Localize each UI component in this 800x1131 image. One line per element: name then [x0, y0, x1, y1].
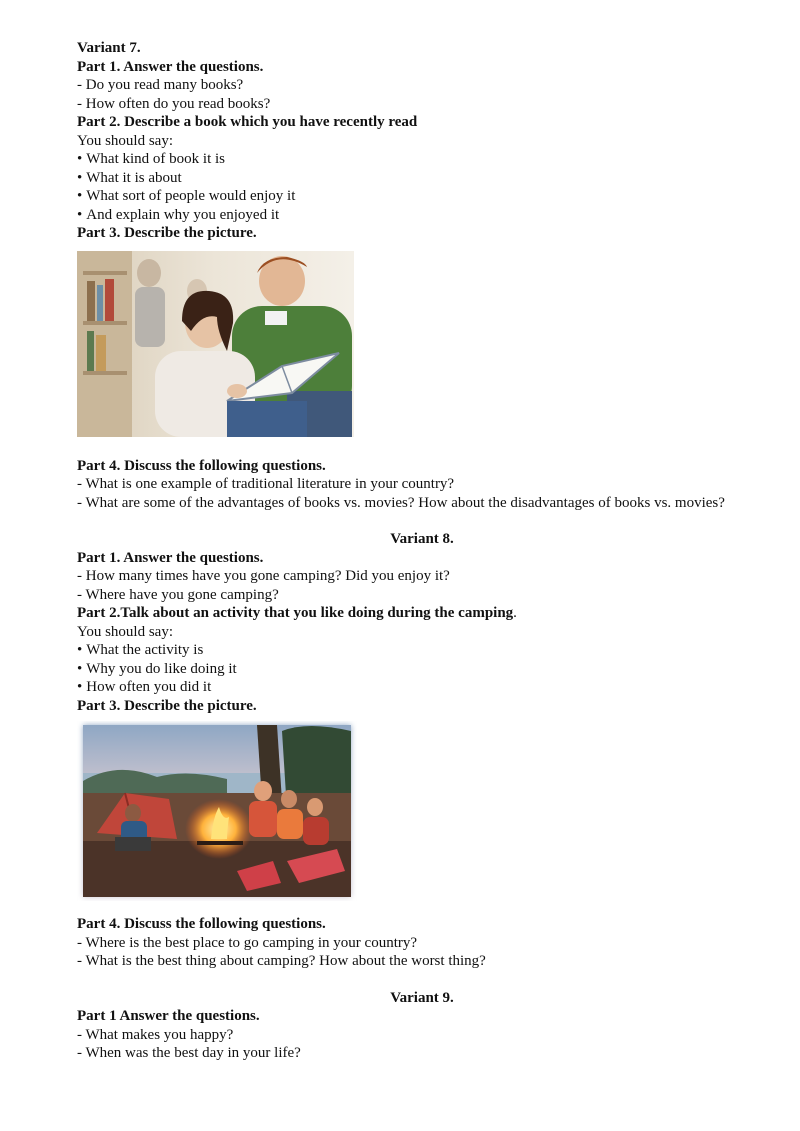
v8-part4-heading: Part 4. Discuss the following questions.: [77, 916, 326, 932]
v7-part2-bullet: • What sort of people would enjoy it: [77, 187, 727, 206]
v8-part2-bullet: • How often you did it: [77, 678, 727, 697]
v9-part1-heading: Part 1 Answer the questions.: [77, 1008, 260, 1024]
v9-part1-question: - What makes you happy?: [77, 1026, 234, 1043]
v8-part2-bullet: • Why you do like doing it: [77, 660, 727, 679]
v7-part3-heading: Part 3. Describe the picture.: [77, 225, 257, 241]
v7-part2-heading: Part 2. Describe a book which you have recently read: [77, 114, 418, 130]
v8-part2-heading-tail: .: [513, 605, 517, 621]
v7-part2-bullet: • And explain why you enjoyed it: [77, 206, 727, 225]
v8-part2-intro: You should say:: [77, 623, 173, 640]
v9-part1-question: - When was the best day in your life?: [77, 1045, 301, 1061]
v8-part3-heading: Part 3. Describe the picture.: [77, 697, 257, 714]
v7-part2-bullet: • What kind of book it is: [77, 150, 727, 169]
v8-part4-question: - Where is the best place to go camping in your country?: [77, 934, 418, 951]
v7-part2-intro: You should say:: [77, 132, 173, 149]
v8-part4-question: - What is the best thing about camping? How about the worst thing?: [77, 953, 486, 969]
v7-part4-heading: Part 4. Discuss the following questions.: [77, 457, 326, 474]
v7-part2-bullet: • What it is about: [77, 169, 727, 188]
reading-couple-photo: [77, 251, 354, 437]
campfire-photo: [77, 721, 357, 901]
v7-part1-heading: Part 1. Answer the questions.: [77, 58, 264, 75]
v8-part1-heading: Part 1. Answer the questions.: [77, 549, 264, 566]
v8-part1-question: - How many times have you gone camping? Did you enjoy it?: [77, 568, 450, 584]
variant-7-title: Variant 7.: [77, 40, 141, 56]
v8-part2-heading: Part 2.Talk about an activity that you like doing during the camping: [77, 605, 514, 621]
v7-part4-question: - What are some of the advantages of books vs. movies? How about the disadvantages of books vs. movies?: [77, 494, 725, 511]
v7-part4-question: - What is one example of traditional literature in your country?: [77, 476, 455, 492]
v7-part1-question: - How often do you read books?: [77, 95, 271, 112]
document-page: [77, 39, 727, 1063]
v8-part1-question: - Where have you gone camping?: [77, 586, 279, 603]
v7-part1-question: - Do you read many books?: [77, 77, 244, 93]
variant-9-title: Variant 9.: [390, 989, 454, 1006]
v8-part2-heading-line: [77, 604, 727, 623]
v8-part2-bullet: • What the activity is: [77, 641, 727, 660]
variant-8-title: Variant 8.: [390, 531, 454, 547]
